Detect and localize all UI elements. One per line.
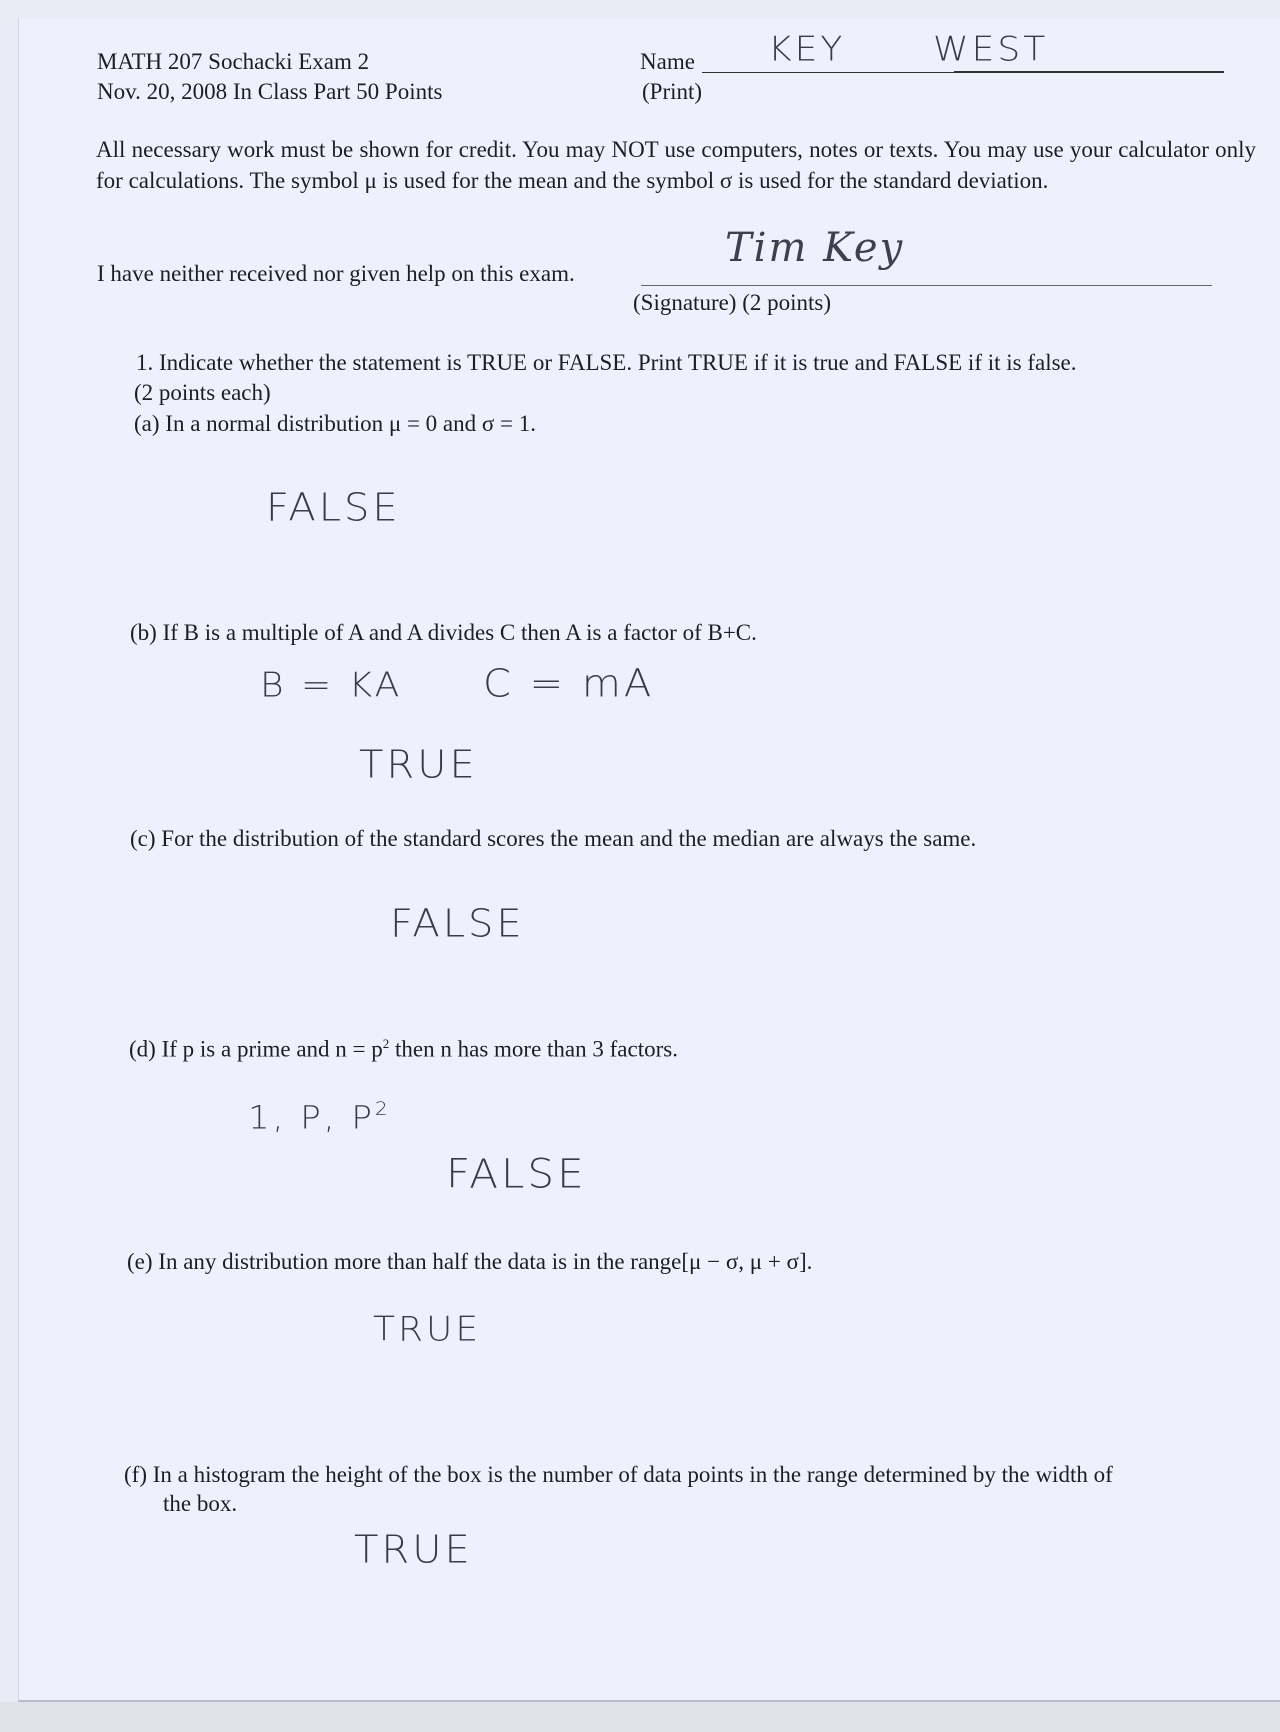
- name-line: [702, 72, 954, 73]
- part-a: [134, 412, 536, 435]
- answer-c: FALSE: [390, 902, 525, 946]
- name-first-handwritten: KEY: [768, 30, 846, 69]
- part-label: (a): [134, 411, 160, 436]
- part-f-continued: the box.: [163, 1491, 238, 1516]
- work-d: [248, 1097, 391, 1137]
- part-text: In any distribution more than half the data is in the range[μ − σ, μ + σ].: [158, 1249, 813, 1274]
- course-title: MATH 207 Sochacki Exam 2: [97, 49, 370, 74]
- name-last-handwritten: WEST: [933, 30, 1049, 69]
- part-text: In a normal distribution μ = 0 and σ = 1.: [165, 411, 536, 436]
- instructions: All necessary work must be shown for credit. You may NOT use computers, notes or texts. You may use your calculator only for calculations. The symbol μ is used for the mean and the symbol σ is used for the standard deviation.: [96, 137, 1256, 193]
- part-text: For the distribution of the standard scores the mean and the median are always the same.: [161, 826, 977, 851]
- exponent: 2: [382, 1036, 390, 1051]
- part-d: [129, 1037, 678, 1061]
- answer-b: TRUE: [359, 743, 478, 787]
- question-1-points: (2 points each): [134, 380, 271, 405]
- signature-line: [641, 285, 1212, 286]
- print-label: (Print): [642, 79, 703, 104]
- part-f: [124, 1463, 1113, 1486]
- part-text-end: then n has more than 3 factors.: [389, 1036, 678, 1062]
- exam-date: Nov. 20, 2008 In Class Part 50 Points: [97, 79, 443, 104]
- part-label: (c): [130, 826, 156, 851]
- scan-edge: [0, 1702, 1280, 1732]
- answer-e: TRUE: [373, 1310, 482, 1349]
- question-1-prompt: 1. Indicate whether the statement is TRUE or FALSE. Print TRUE if it is true and FALSE if it is false.: [136, 350, 1077, 375]
- part-label: (e): [127, 1249, 153, 1274]
- name-line-right: [954, 71, 1224, 73]
- work-exponent: 2: [374, 1097, 391, 1120]
- signature-label: (Signature) (2 points): [633, 290, 832, 315]
- part-b: [130, 621, 757, 644]
- part-e: [127, 1250, 812, 1273]
- answer-f: TRUE: [354, 1528, 473, 1572]
- part-c: [130, 827, 976, 850]
- signature: Tim Key: [725, 225, 905, 271]
- part-label: (f): [124, 1462, 147, 1487]
- work-text: 1, P, P: [248, 1098, 375, 1137]
- part-label: (b): [130, 620, 157, 645]
- part-text: In a histogram the height of the box is the number of data points in the range determined by the width of: [152, 1462, 1113, 1487]
- work-b-1: B = KA: [260, 666, 403, 705]
- answer-d: FALSE: [446, 1150, 587, 1197]
- honor-statement: I have neither received nor given help on this exam.: [97, 261, 575, 286]
- part-text: If p is a prime and n = p: [161, 1036, 383, 1062]
- work-b-2: C = mA: [483, 662, 655, 706]
- part-text: If B is a multiple of A and A divides C then A is a factor of B+C.: [162, 620, 757, 645]
- answer-a: FALSE: [266, 486, 401, 530]
- name-label: Name: [640, 49, 695, 74]
- part-label: (d): [129, 1036, 156, 1062]
